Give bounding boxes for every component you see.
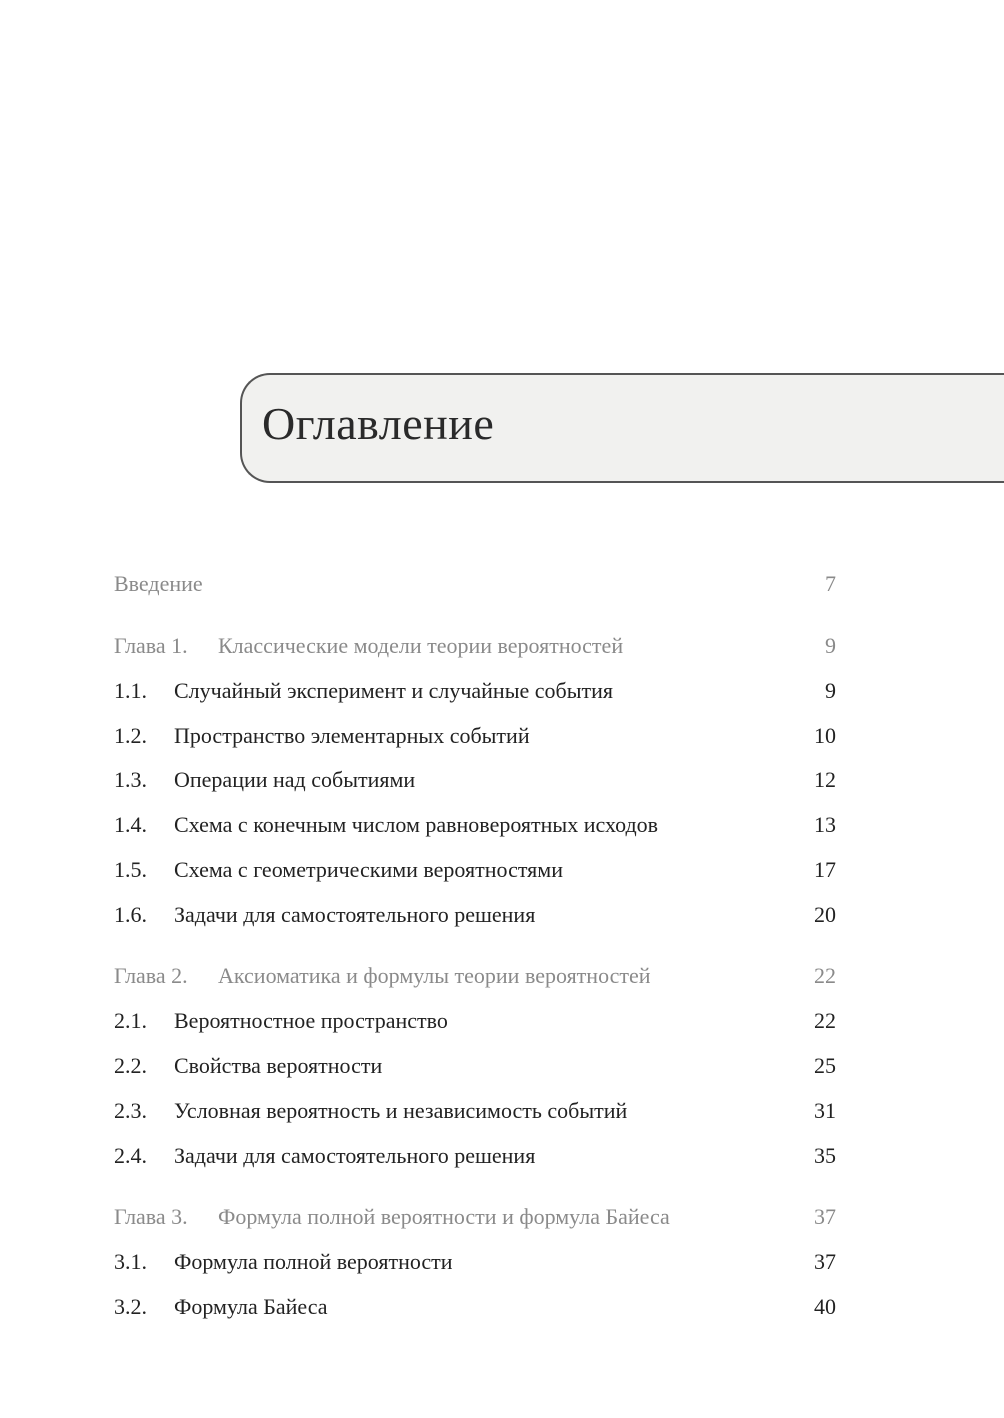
toc-section-number: 3.2. bbox=[114, 1294, 147, 1319]
toc-section-1-2[interactable] bbox=[114, 721, 836, 751]
toc-section-page: 22 bbox=[814, 1008, 836, 1033]
toc-section-page: 13 bbox=[814, 812, 836, 837]
toc-section-number: 1.1. bbox=[114, 678, 147, 703]
toc-section-number: 2.1. bbox=[114, 1008, 147, 1033]
toc-section-number: 1.3. bbox=[114, 767, 147, 792]
toc-chapter-label: Классические модели теории вероятностей bbox=[218, 633, 624, 658]
toc-section-page: 25 bbox=[814, 1053, 836, 1078]
toc-chapter-page: 37 bbox=[814, 1204, 836, 1229]
toc-section-label: Условная вероятность и независимость событий bbox=[174, 1098, 628, 1123]
toc-chapter-number: Глава 3. bbox=[114, 1204, 188, 1229]
toc-section-1-1[interactable] bbox=[114, 676, 836, 706]
toc-chapter-page: 22 bbox=[814, 963, 836, 988]
toc-chapter-label: Формула полной вероятности и формула Байеса bbox=[218, 1204, 670, 1229]
toc-entry-page: 7 bbox=[825, 571, 836, 596]
toc-section-number: 1.2. bbox=[114, 723, 147, 748]
toc-chapter-3[interactable] bbox=[114, 1202, 836, 1232]
toc-section-label: Схема с конечным числом равновероятных исходов bbox=[174, 812, 659, 837]
toc-section-page: 9 bbox=[825, 678, 836, 703]
toc-entry-label: Введение bbox=[114, 571, 203, 596]
toc-section-1-3[interactable] bbox=[114, 765, 836, 795]
toc-chapter-number: Глава 1. bbox=[114, 633, 188, 658]
toc-section-label: Задачи для самостоятельного решения bbox=[174, 902, 536, 927]
toc-section-page: 12 bbox=[814, 767, 836, 792]
toc-section-label: Свойства вероятности bbox=[174, 1053, 383, 1078]
toc-section-label: Формула Байеса bbox=[174, 1294, 328, 1319]
toc-chapter-label: Аксиоматика и формулы теории вероятностей bbox=[218, 963, 651, 988]
toc-section-3-2[interactable] bbox=[114, 1292, 836, 1322]
toc-section-label: Вероятностное пространство bbox=[174, 1008, 448, 1033]
toc-section-1-4[interactable] bbox=[114, 810, 836, 840]
toc-section-2-2[interactable] bbox=[114, 1051, 836, 1081]
toc-section-page: 40 bbox=[814, 1294, 836, 1319]
toc-section-number: 2.4. bbox=[114, 1143, 147, 1168]
toc-section-number: 1.6. bbox=[114, 902, 147, 927]
toc-chapter-1[interactable] bbox=[114, 631, 836, 661]
toc-section-number: 2.2. bbox=[114, 1053, 147, 1078]
toc-entry-intro[interactable] bbox=[114, 569, 836, 599]
toc-chapter-2[interactable] bbox=[114, 961, 836, 991]
toc-section-3-1[interactable] bbox=[114, 1247, 836, 1277]
toc-section-number: 1.4. bbox=[114, 812, 147, 837]
toc-section-label: Схема с геометрическими вероятностями bbox=[174, 857, 563, 882]
toc-chapter-page: 9 bbox=[825, 633, 836, 658]
toc-section-2-1[interactable] bbox=[114, 1006, 836, 1036]
toc-section-page: 20 bbox=[814, 902, 836, 927]
toc-section-number: 1.5. bbox=[114, 857, 147, 882]
toc-section-page: 31 bbox=[814, 1098, 836, 1123]
toc-section-2-3[interactable] bbox=[114, 1096, 836, 1126]
toc-section-2-4[interactable] bbox=[114, 1141, 836, 1171]
toc-section-label: Операции над событиями bbox=[174, 767, 416, 792]
toc-section-1-6[interactable] bbox=[114, 900, 836, 930]
toc-section-number: 2.3. bbox=[114, 1098, 147, 1123]
toc-section-number: 3.1. bbox=[114, 1249, 147, 1274]
toc-section-page: 35 bbox=[814, 1143, 836, 1168]
toc-section-page: 17 bbox=[814, 857, 836, 882]
toc-section-page: 37 bbox=[814, 1249, 836, 1274]
toc-section-1-5[interactable] bbox=[114, 855, 836, 885]
toc-section-label: Пространство элементарных событий bbox=[174, 723, 530, 748]
page-title: Оглавление bbox=[262, 398, 495, 449]
toc-chapter-number: Глава 2. bbox=[114, 963, 188, 988]
toc-section-label: Формула полной вероятности bbox=[174, 1249, 453, 1274]
toc-title-box bbox=[240, 373, 1004, 483]
toc-section-label: Задачи для самостоятельного решения bbox=[174, 1143, 536, 1168]
toc-section-label: Случайный эксперимент и случайные события bbox=[174, 678, 614, 703]
toc-section-page: 10 bbox=[814, 723, 836, 748]
